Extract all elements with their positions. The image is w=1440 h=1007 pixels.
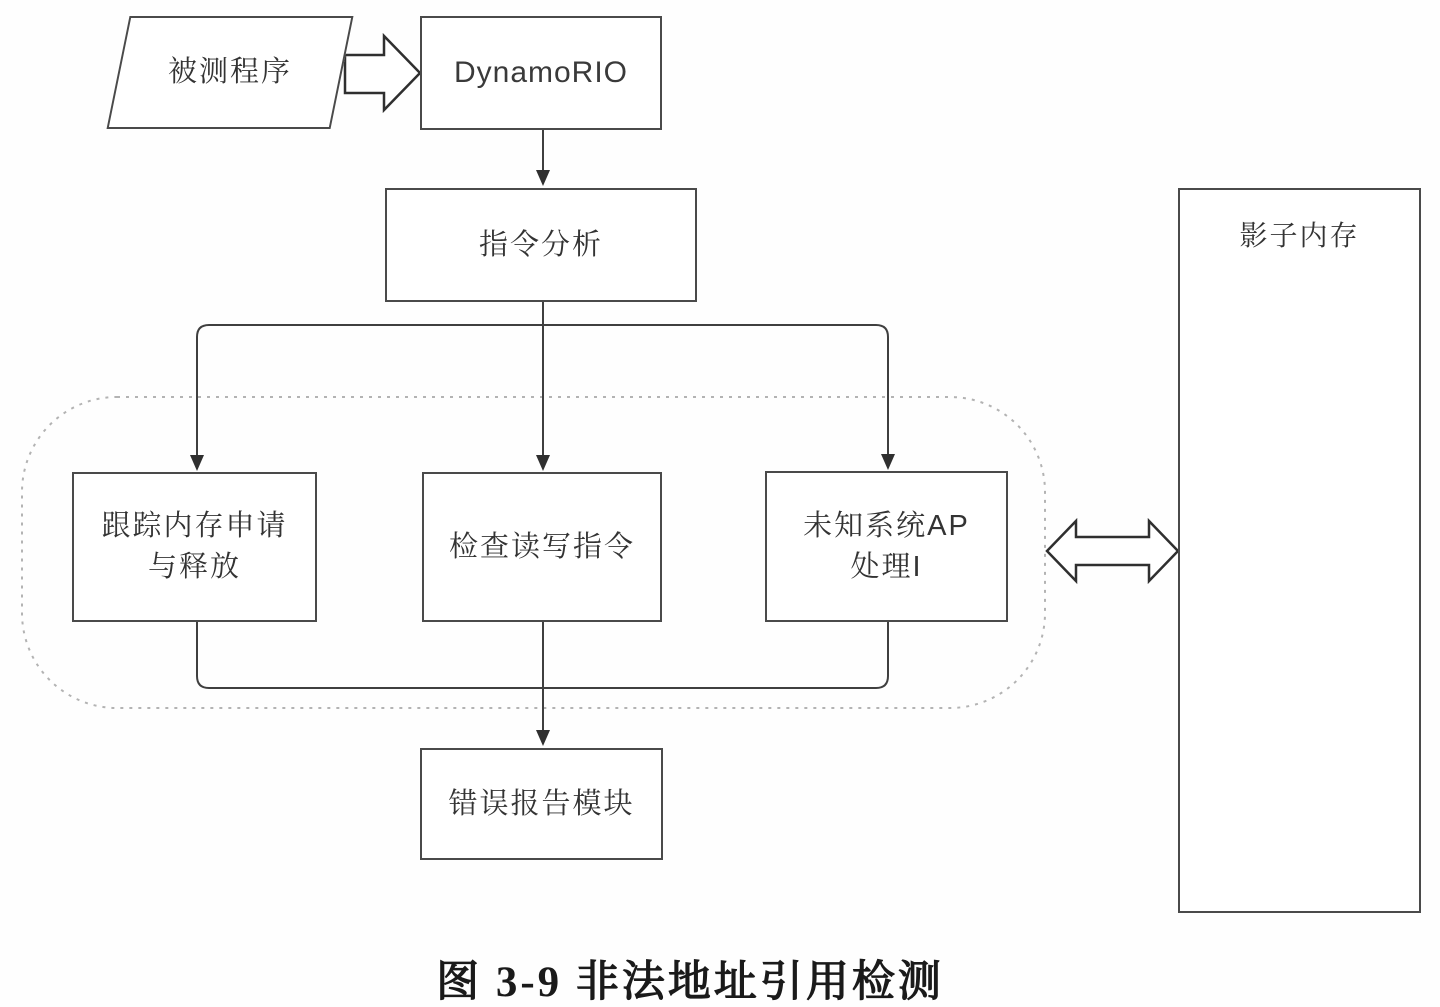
node-check-read-write-instructions xyxy=(422,472,662,622)
node-label-line2: 与释放 xyxy=(147,551,241,583)
converge-connector xyxy=(197,622,888,746)
node-program-under-test xyxy=(107,16,354,129)
node-instruction-analysis xyxy=(385,188,697,302)
node-track-memory-alloc-free xyxy=(72,472,317,622)
node-label: 检查读写指令 xyxy=(448,530,635,563)
node-label: DynamoRIO xyxy=(453,56,629,89)
node-dynamorio xyxy=(420,16,662,130)
node-label: 错误报告模块 xyxy=(448,787,635,820)
figure-caption: 图 3-9 非法地址引用检测 xyxy=(436,959,944,1006)
node-error-report-module xyxy=(420,748,663,860)
node-label-line1: 未知系统AP xyxy=(803,509,970,542)
node-label-line1: 跟踪内存申请 xyxy=(101,510,288,543)
branch-connector xyxy=(190,302,895,471)
node-shadow-memory xyxy=(1178,188,1421,913)
flow-arrow-icon xyxy=(345,36,420,110)
bidirectional-arrow-icon xyxy=(1047,521,1178,581)
node-label: 指令分析 xyxy=(478,228,603,261)
node-unknown-system-api-handling xyxy=(765,471,1008,622)
node-label-line2: 处理I xyxy=(850,550,923,583)
node-label: 被测程序 xyxy=(167,56,292,89)
arrow-dynamorio-to-instruction xyxy=(536,130,550,186)
node-label: 影子内存 xyxy=(1239,220,1360,251)
